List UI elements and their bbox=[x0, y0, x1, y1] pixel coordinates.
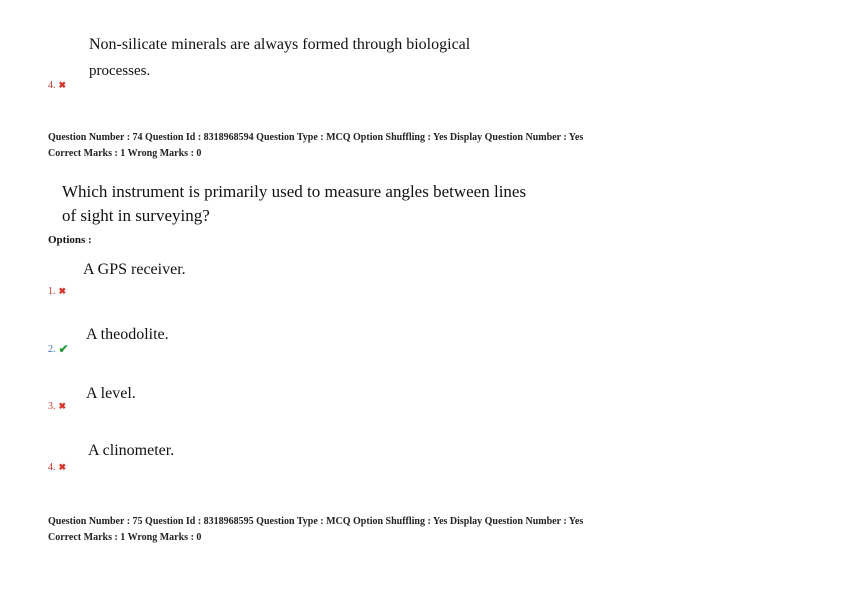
option-3-text: A level. bbox=[86, 385, 136, 402]
option-number-label: 3. bbox=[48, 401, 56, 412]
wrong-mark-icon: ✖ bbox=[58, 462, 67, 472]
option-1-number bbox=[48, 286, 66, 297]
question-74-meta-line1: Question Number : 74 Question Id : 8318968594 Question Type : MCQ Option Shuffling : Yes Display Question Number : Yes bbox=[48, 132, 584, 143]
option-4-text: A clinometer. bbox=[88, 442, 175, 459]
option-number-label: 4. bbox=[48, 462, 56, 473]
question-74-text-line1: Which instrument is primarily used to measure angles between lines bbox=[62, 182, 527, 201]
option-number-label: 4. bbox=[48, 80, 56, 91]
prev-option-text-line2: processes. bbox=[89, 63, 151, 79]
prev-option-text-line1: Non-silicate minerals are always formed through biological bbox=[89, 36, 471, 53]
option-4-number bbox=[48, 462, 66, 473]
prev-option-number bbox=[48, 80, 66, 91]
question-74-meta-line2: Correct Marks : 1 Wrong Marks : 0 bbox=[48, 148, 202, 159]
options-label: Options : bbox=[48, 234, 92, 246]
wrong-mark-icon: ✖ bbox=[58, 286, 67, 296]
wrong-mark-icon: ✖ bbox=[58, 401, 67, 411]
option-number-label: 1. bbox=[48, 286, 56, 297]
option-1-text: A GPS receiver. bbox=[83, 261, 186, 278]
option-2-number bbox=[48, 343, 69, 355]
option-2-text: A theodolite. bbox=[86, 326, 169, 343]
question-75-meta-line1: Question Number : 75 Question Id : 8318968595 Question Type : MCQ Option Shuffling : Yes Display Question Number : Yes bbox=[48, 516, 584, 527]
question-74-text-line2: of sight in surveying? bbox=[62, 206, 210, 225]
correct-check-icon: ✔ bbox=[58, 342, 69, 356]
option-3-number bbox=[48, 401, 66, 412]
option-number-label: 2. bbox=[48, 343, 56, 355]
question-75-meta-line2: Correct Marks : 1 Wrong Marks : 0 bbox=[48, 532, 202, 543]
wrong-mark-icon: ✖ bbox=[58, 80, 67, 90]
